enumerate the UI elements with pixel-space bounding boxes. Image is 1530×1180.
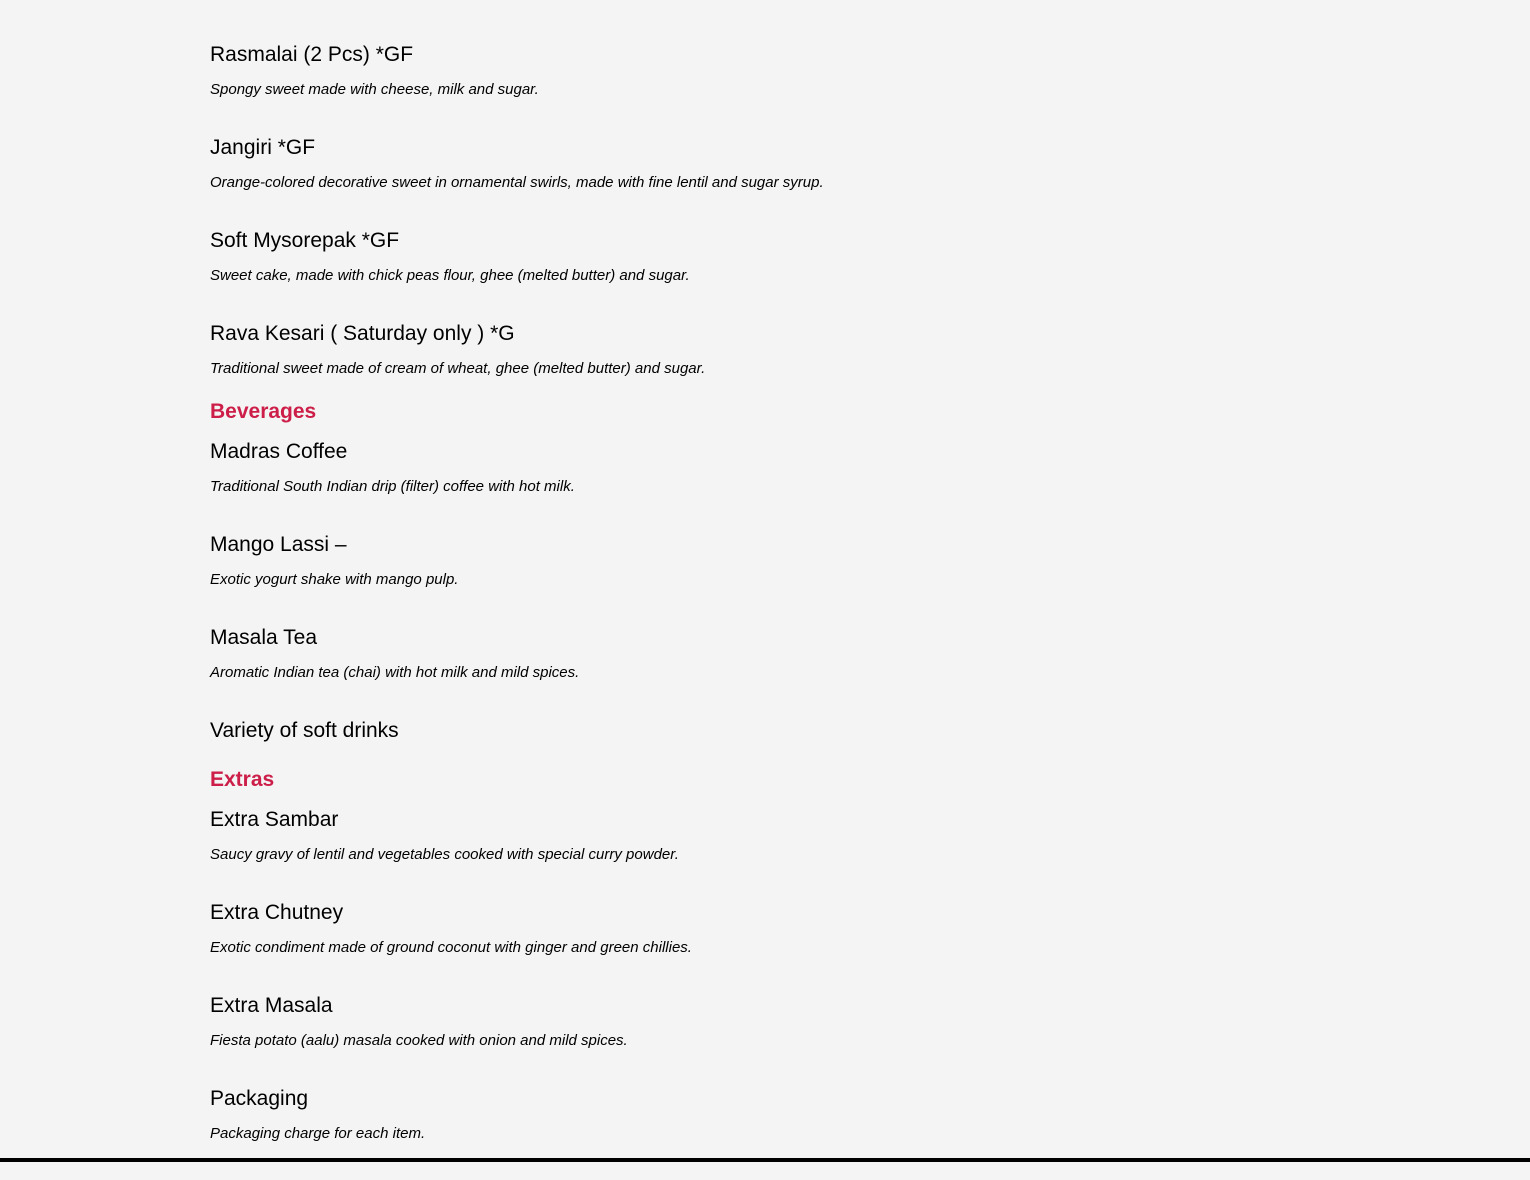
menu-item (210, 43, 1310, 99)
menu-item-name: Variety of soft drinks (210, 719, 399, 742)
menu-item-description: Saucy gravy of lentil and vegetables cooked with special curry powder. (210, 846, 679, 863)
menu-item (210, 533, 1310, 589)
menu-item (210, 136, 1310, 192)
menu-item (210, 626, 1310, 682)
menu-item (210, 440, 1310, 496)
menu-item (210, 808, 1310, 864)
menu-item-description: Fiesta potato (aalu) masala cooked with onion and mild spices. (210, 1032, 628, 1049)
menu-item-description: Exotic yogurt shake with mango pulp. (210, 571, 459, 588)
menu-item-description: Aromatic Indian tea (chai) with hot milk and mild spices. (210, 664, 580, 681)
menu-item (210, 229, 1310, 285)
menu-item-name: Masala Tea (210, 626, 318, 649)
menu-item-name: Extra Sambar (210, 808, 339, 831)
menu-item-name: Packaging (210, 1087, 309, 1110)
menu-item-description: Sweet cake, made with chick peas flour, ghee (melted butter) and sugar. (210, 267, 690, 284)
menu-item-description: Traditional sweet made of cream of wheat, ghee (melted butter) and sugar. (210, 360, 706, 377)
section-heading-sweets (210, 0, 1310, 1)
menu-item-description: Traditional South Indian drip (filter) coffee with hot milk. (210, 478, 575, 495)
menu-item (210, 901, 1310, 957)
menu-item-name: Mango Lassi – (210, 533, 347, 556)
menu-item-name: Extra Masala (210, 994, 333, 1017)
menu-item-description: Orange-colored decorative sweet in ornamental swirls, made with fine lentil and sugar syrup. (210, 174, 824, 191)
menu-item-name: Rava Kesari ( Saturday only ) *G (210, 322, 515, 345)
menu-item-name: Jangiri *GF (210, 136, 316, 159)
menu-item-description: Spongy sweet made with cheese, milk and sugar. (210, 81, 539, 98)
category-title-beverages: Beverages (210, 400, 317, 423)
category-title-extras: Extras (210, 768, 275, 791)
menu-item (210, 719, 1310, 743)
menu-list (210, 0, 1310, 1180)
menu-item (210, 1087, 1310, 1143)
menu-item-name: Madras Coffee (210, 440, 348, 463)
menu-item (210, 322, 1310, 378)
menu-item-name: Rasmalai (2 Pcs) *GF (210, 43, 414, 66)
menu-item-name: Extra Chutney (210, 901, 344, 924)
menu-item-description: Exotic condiment made of ground coconut with ginger and green chillies. (210, 939, 692, 956)
menu-item-name: Soft Mysorepak *GF (210, 229, 400, 252)
menu-item-description: Packaging charge for each item. (210, 1125, 426, 1142)
bottom-divider (0, 1158, 1530, 1162)
menu-item (210, 994, 1310, 1050)
